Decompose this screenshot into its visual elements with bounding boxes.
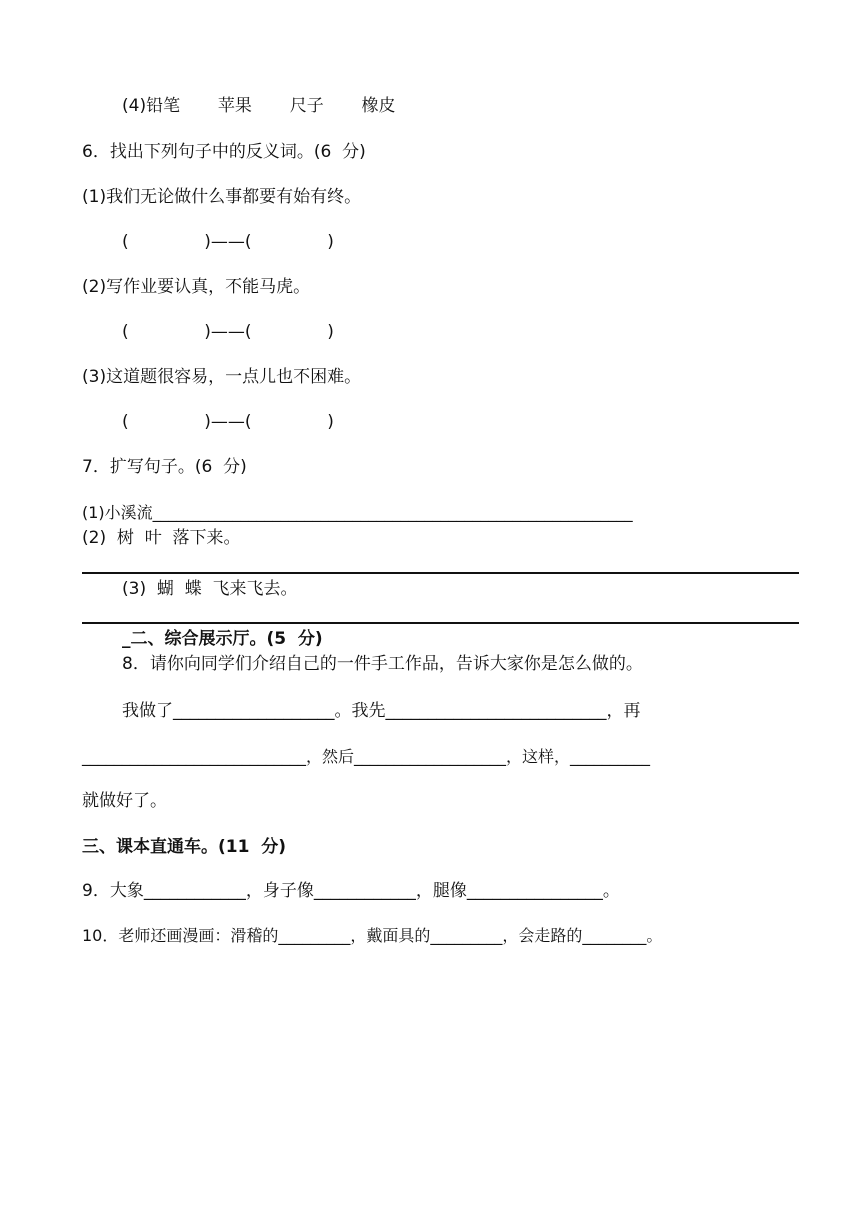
q8-line-2[interactable]: ____________________________，然后___________________，这样，__________ bbox=[82, 747, 651, 766]
q7-sentence-1[interactable]: (1)小溪流____________________________________________________________ bbox=[82, 503, 633, 522]
q6-sentence-2: (2)写作业要认真，不能马虎。 bbox=[82, 277, 311, 297]
q6-answer-blank-2[interactable]: ( )——( ) bbox=[122, 322, 334, 342]
q6-answer-blank-3[interactable]: ( )——( ) bbox=[122, 412, 334, 432]
q7-answer-line-2[interactable] bbox=[82, 572, 799, 574]
q6-sentence-3: (3)这道题很容易，一点儿也不困难。 bbox=[82, 367, 362, 387]
q8-line-3: 就做好了。 bbox=[82, 791, 167, 811]
q7-sentence-3: (3) 蝴 蝶 飞来飞去。 bbox=[122, 579, 298, 599]
q6-title: 6．找出下列句子中的反义词。(6 分) bbox=[82, 142, 366, 162]
q9[interactable]: 9．大象____________，身子像____________，腿像________________。 bbox=[82, 881, 620, 901]
q6-sentence-1: (1)我们无论做什么事都要有始有终。 bbox=[82, 187, 362, 207]
section-2-title: _二、综合展示厅。(5 分) bbox=[122, 629, 323, 649]
q5-item-4: (4)铅笔 苹果 尺子 橡皮 bbox=[122, 96, 396, 116]
q7-sentence-2: (2) 树 叶 落下来。 bbox=[82, 528, 241, 548]
q7-answer-line-3[interactable] bbox=[82, 622, 799, 624]
q8-line-1[interactable]: 我做了___________________。我先__________________________，再 bbox=[122, 701, 641, 721]
q7-title: 7．扩写句子。(6 分) bbox=[82, 457, 247, 477]
section-3-title: 三、课本直通车。(11 分) bbox=[82, 837, 287, 857]
q8-title: 8．请你向同学们介绍自己的一件手工作品，告诉大家你是怎么做的。 bbox=[122, 654, 643, 674]
q6-answer-blank-1[interactable]: ( )——( ) bbox=[122, 232, 334, 252]
q10[interactable]: 10．老师还画漫画：滑稽的_________，戴面具的_________，会走路的________。 bbox=[82, 926, 663, 945]
